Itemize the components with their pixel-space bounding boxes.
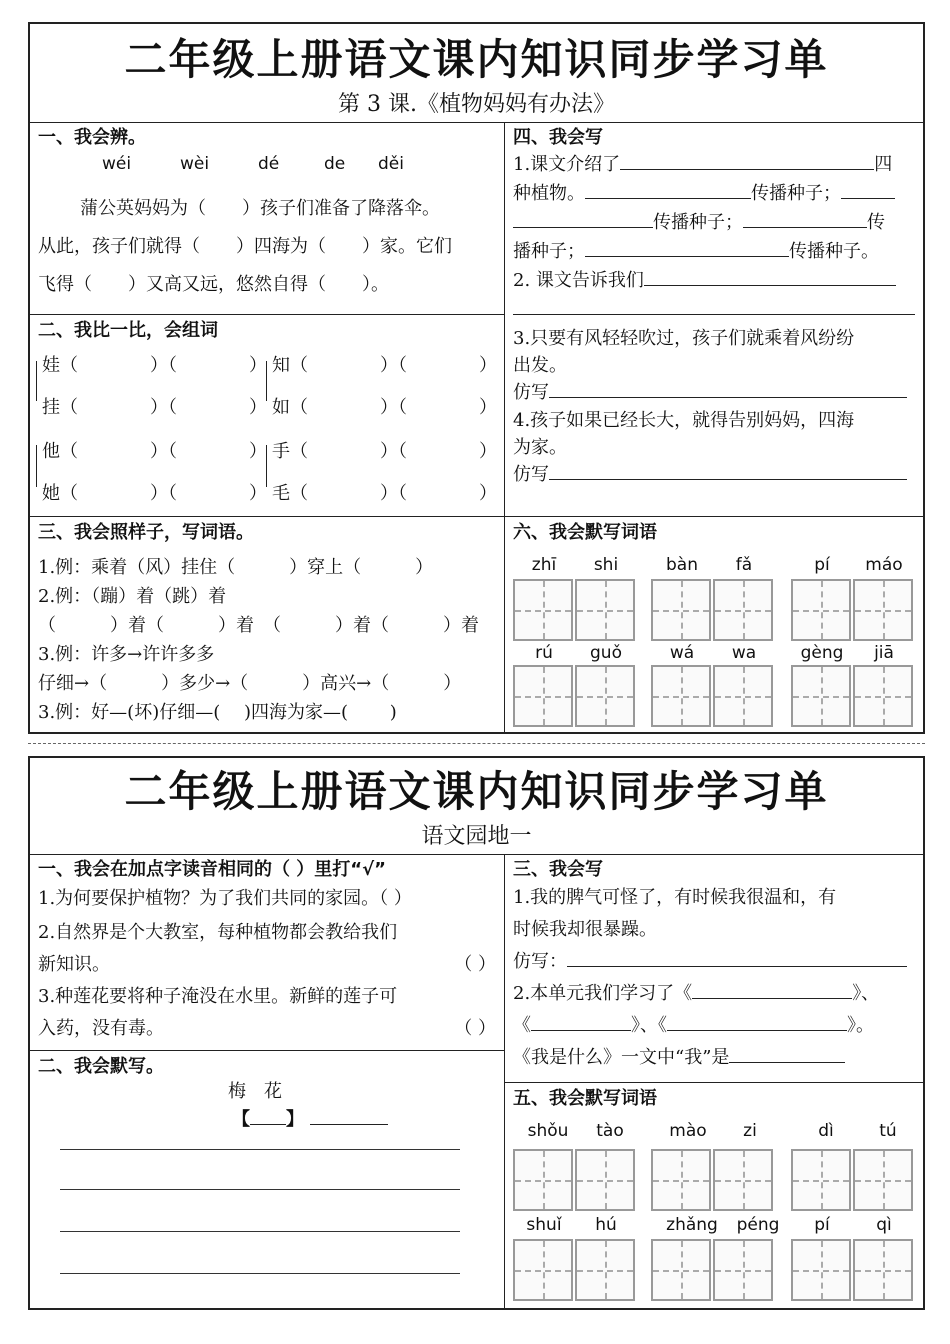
answer-blank[interactable]: [513, 296, 915, 315]
bracket: [36, 361, 37, 401]
pattern-line: 2.例：（蹦）着（跳）着: [38, 586, 227, 607]
writing-grid[interactable]: [651, 665, 775, 729]
text-line: 2.自然界是个大教室，每种植物都会教给我们: [38, 922, 398, 943]
pinyin: shuǐ: [526, 1215, 562, 1235]
writing-grid[interactable]: [791, 1149, 915, 1213]
worksheet-2: [28, 756, 925, 1310]
compare-item[interactable]: 她（ ）（ ）: [42, 483, 267, 504]
answer-blank[interactable]: [644, 267, 896, 286]
write-line: 4.孩子如果已经长大，就得告别妈妈，四海: [513, 410, 855, 431]
pinyin: máo: [865, 555, 903, 575]
section-poem-dictation: [30, 1050, 504, 1308]
compare-row: [42, 479, 267, 508]
answer-blank[interactable]: [567, 948, 907, 967]
compare-row: [272, 393, 497, 422]
section-tick-reading: [30, 854, 504, 1050]
pinyin: rú: [535, 643, 553, 663]
answer-blank[interactable]: [585, 180, 751, 199]
writing-grid[interactable]: [513, 665, 637, 729]
pattern-line: 仔细→（ ）多少→（ ）高兴→（ ）: [38, 673, 462, 694]
writing-grid[interactable]: [651, 1239, 775, 1303]
writing-grid[interactable]: [791, 1239, 915, 1303]
answer-paren[interactable]: （ ）: [454, 1018, 496, 1039]
compare-item[interactable]: 挂（ ）（ ）: [42, 397, 267, 418]
pinyin: hú: [595, 1215, 617, 1235]
section-recognize: [30, 122, 504, 314]
pattern-line: 1.例：乘着（风）挂住（ ）穿上（ ）: [38, 557, 434, 578]
text-line: 蒲公英妈妈为（ ）孩子们准备了降落伞。: [80, 198, 440, 219]
pinyin: gèng: [800, 643, 844, 663]
worksheet-1: [28, 22, 925, 734]
writing-grid[interactable]: [791, 579, 915, 643]
write-line: 1.课文介绍了 四: [513, 150, 915, 179]
compare-row: [42, 393, 267, 422]
section-heading: 三、我会写: [513, 859, 603, 880]
section-write: [505, 122, 923, 516]
text-line: 从此，孩子们就得（ ）四海为（ ）家。它们: [38, 236, 452, 257]
pinyin: tú: [879, 1121, 897, 1141]
section-heading: 六、我会默写词语: [513, 522, 657, 543]
answer-line[interactable]: [60, 1149, 460, 1150]
write-line: 3.只要有风轻轻吹过，孩子们就乘着风纷纷: [513, 328, 855, 349]
write-line: [513, 295, 915, 324]
pinyin: zi: [743, 1121, 757, 1141]
write-line: 仿写: [513, 461, 915, 488]
section-heading: 一、我会在加点字读音相同的（ ）里打“√”: [38, 859, 386, 880]
section-dictation-words: [505, 516, 923, 734]
writing-grid[interactable]: [791, 665, 915, 729]
write-line: 《我是什么》一文中“我”是: [513, 1042, 915, 1074]
write-line: 传播种子； 传: [513, 208, 915, 237]
sheet2-title: 二年级上册语文课内知识同步学习单: [124, 767, 829, 816]
text-line: 飞得（ ）又高又远，悠然自得（ ）。: [38, 274, 389, 295]
section-heading: 一、我会辨。: [38, 127, 146, 148]
sheet1-left-column: [30, 122, 504, 734]
write-line: 仿写: [513, 379, 915, 406]
sheet1-title: 二年级上册语文课内知识同步学习单: [124, 35, 829, 84]
write-line: 2.本单元我们学习了《 》、: [513, 978, 915, 1010]
bracket: [36, 445, 37, 487]
sheet2-right-column: [505, 854, 923, 1308]
answer-blank[interactable]: [585, 238, 789, 257]
pattern-line: 3.例：好—(坏)仔细—( )四海为家—( ): [38, 702, 397, 723]
sheet1-right-column: [505, 122, 923, 734]
pinyin: qì: [876, 1215, 892, 1235]
compare-row: [272, 351, 497, 380]
sheet2-subtitle: 语文园地一: [421, 824, 532, 849]
pinyin: pí: [814, 555, 830, 575]
answer-blank[interactable]: [531, 1012, 631, 1031]
compare-item[interactable]: 手（ ）（ ）: [272, 441, 497, 462]
compare-item[interactable]: 如（ ）（ ）: [272, 397, 497, 418]
answer-blank[interactable]: [841, 180, 895, 199]
section-heading: 五、我会默写词语: [513, 1088, 657, 1109]
write-line: 2. 课文告诉我们: [513, 266, 915, 295]
text-line: 1.为何要保护植物？为了我们共同的家园。（ ）: [38, 888, 412, 909]
answer-paren[interactable]: （ ）: [454, 954, 496, 975]
dynasty-blank[interactable]: [250, 1106, 286, 1125]
sheet2-left-column: [30, 854, 504, 1308]
text-line: 3.种莲花要将种子淹没在水里。新鲜的莲子可: [38, 986, 398, 1007]
compare-item[interactable]: 毛（ ）（ ）: [272, 483, 497, 504]
pinyin: mào: [669, 1121, 707, 1141]
write-line: 1.我的脾气可怪了，有时候我很温和，有: [513, 887, 837, 908]
write-line: 播种子； 传播种子。: [513, 237, 915, 266]
section-heading: 二、我比一比，会组词: [38, 320, 218, 341]
section-write-2: [505, 854, 923, 1082]
pinyin: wéi: [102, 154, 132, 174]
writing-grid[interactable]: [513, 579, 637, 643]
section-heading: 三、我会照样子，写词语。: [38, 522, 254, 543]
pinyin: pí: [814, 1215, 830, 1235]
compare-item[interactable]: 他（ ）（ ）: [42, 441, 267, 462]
answer-blank[interactable]: [549, 379, 907, 398]
text-line: 新知识。 （ ）: [38, 950, 496, 980]
section-dictation-words-2: [505, 1082, 923, 1308]
compare-item[interactable]: 知（ ）（ ）: [272, 355, 497, 376]
pinyin: guǒ: [590, 643, 622, 663]
compare-row: [42, 437, 267, 466]
section-heading: 四、我会写: [513, 127, 603, 148]
cut-line: [28, 743, 925, 744]
section-heading: 二、我会默写。: [38, 1056, 164, 1077]
sheet2-header: [30, 758, 923, 855]
answer-blank[interactable]: [667, 1012, 847, 1031]
answer-line[interactable]: [60, 1231, 460, 1232]
section-word-pattern: [30, 516, 504, 734]
pinyin: děi: [378, 154, 404, 174]
answer-blank[interactable]: [513, 209, 653, 228]
compare-row: [272, 437, 497, 466]
compare-item[interactable]: 娃（ ）（ ）: [42, 355, 267, 376]
write-line: 种植物。 传播种子；: [513, 179, 915, 208]
sheet1-subtitle: 第 3 课.《植物妈妈有办法》: [338, 92, 615, 117]
compare-row: [42, 351, 267, 380]
compare-row: [272, 479, 497, 508]
sheet1-header: [30, 24, 923, 123]
pinyin-row: [38, 154, 496, 184]
pinyin: dé: [258, 154, 280, 174]
pinyin: dì: [818, 1121, 834, 1141]
pinyin: péng: [736, 1215, 780, 1235]
poem-author-line: 【 】: [232, 1105, 388, 1134]
write-line: 时候我却很暴躁。: [513, 919, 657, 940]
writing-grid[interactable]: [513, 1149, 637, 1213]
pattern-line: 3.例：许多→许许多多: [38, 644, 215, 665]
pinyin: zhī: [531, 555, 557, 575]
write-line: 出发。: [513, 355, 567, 376]
writing-grid[interactable]: [651, 579, 775, 643]
answer-blank[interactable]: [743, 209, 867, 228]
write-line: 仿写：: [513, 946, 915, 978]
pinyin: shǒu: [527, 1121, 569, 1141]
pinyin: bàn: [666, 555, 698, 575]
pinyin: wa: [731, 643, 757, 663]
pinyin: zhǎng: [666, 1215, 718, 1235]
answer-blank[interactable]: [549, 461, 907, 480]
pinyin: shi: [593, 555, 619, 575]
writing-grid[interactable]: [513, 1239, 637, 1303]
author-blank[interactable]: [310, 1106, 388, 1125]
pinyin: jiā: [874, 643, 894, 663]
pinyin: wá: [669, 643, 695, 663]
write-line: 《 》、《 》。: [513, 1010, 915, 1042]
write-line: 为家。: [513, 437, 567, 458]
answer-blank[interactable]: [620, 151, 874, 170]
writing-grid[interactable]: [651, 1149, 775, 1213]
poem-title: 梅 花: [228, 1081, 282, 1102]
pinyin: tào: [596, 1121, 624, 1141]
answer-blank[interactable]: [729, 1044, 845, 1063]
pinyin: fǎ: [735, 555, 753, 575]
text-line: 入药，没有毒。 （ ）: [38, 1014, 496, 1044]
answer-line[interactable]: [60, 1273, 460, 1274]
answer-blank[interactable]: [692, 980, 852, 999]
pinyin: de: [324, 154, 346, 174]
pattern-line: （ ）着（ ）着 （ ）着（ ）着: [38, 615, 479, 636]
answer-line[interactable]: [60, 1189, 460, 1190]
section-compare-words: [30, 314, 504, 516]
pinyin: wèi: [180, 154, 210, 174]
